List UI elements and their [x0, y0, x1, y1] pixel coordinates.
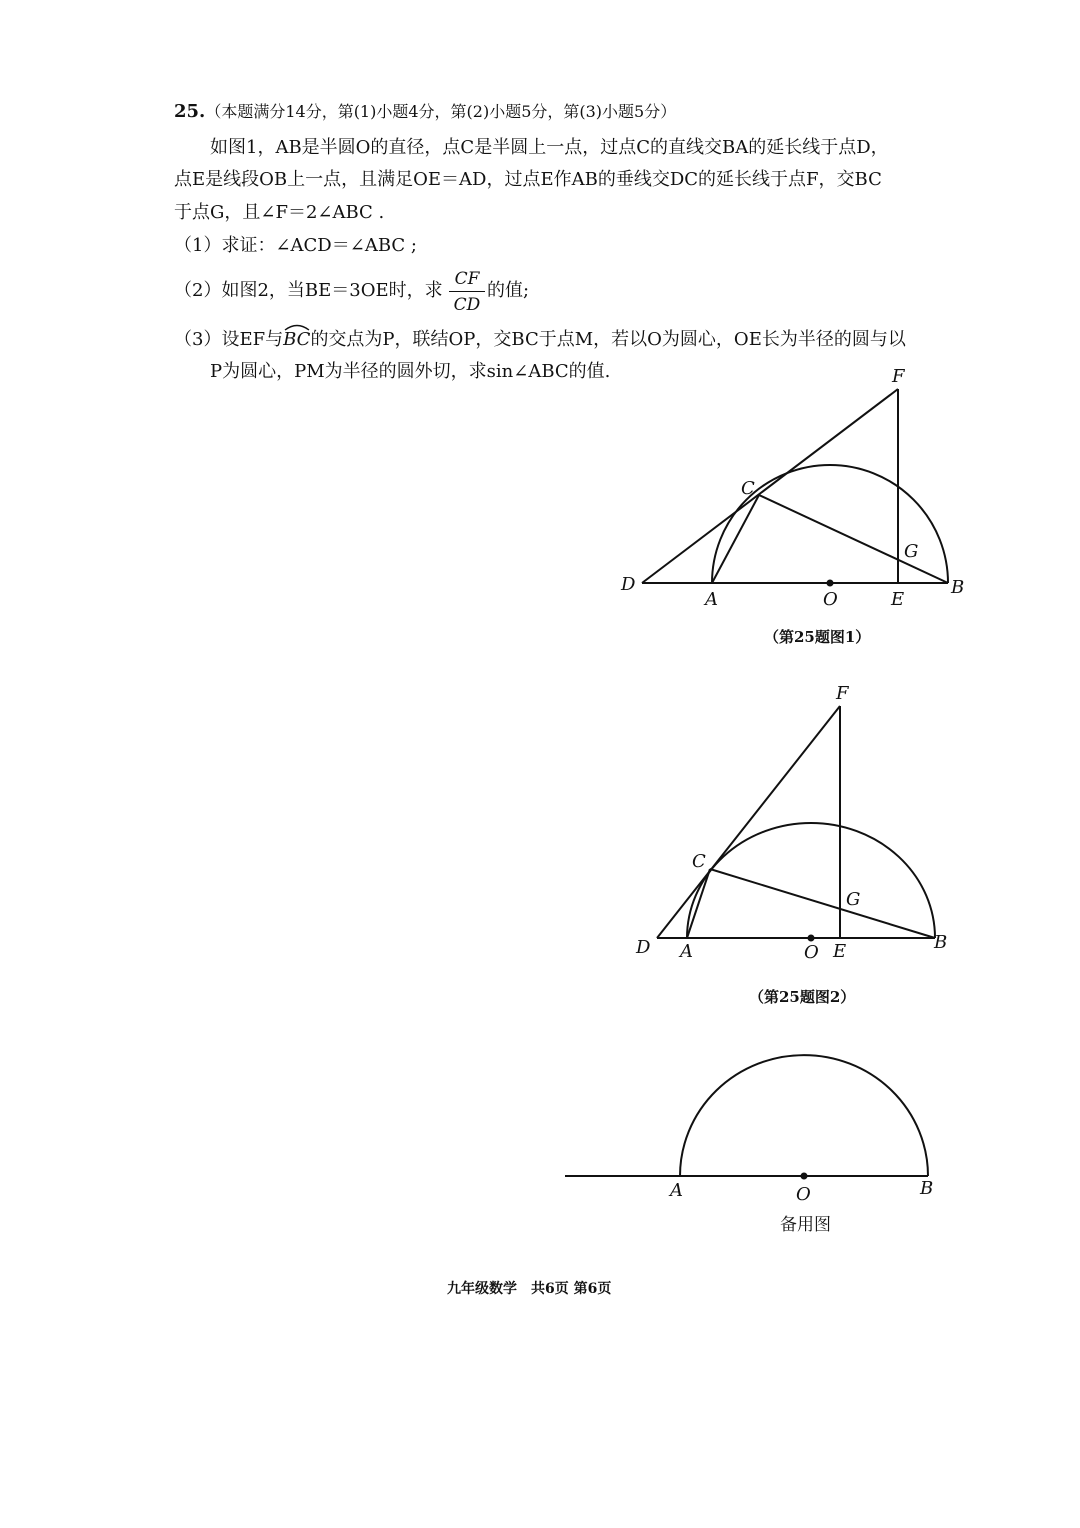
fig2-label-g: G: [846, 889, 861, 910]
fig2-label-o: O: [804, 942, 819, 963]
fig1-label-e: E: [891, 589, 905, 610]
fig2-label-d: D: [636, 937, 651, 958]
score-note: （本题满分14分，第(1)小题4分，第(2)小题5分，第(3)小题5分）: [205, 102, 677, 121]
part-1: （1）求证：∠ACD＝∠ABC ;: [174, 235, 417, 256]
stem-line-3: 于点G，且∠F＝2∠ABC .: [174, 202, 385, 223]
fig1-label-g: G: [904, 541, 919, 562]
figure-1-caption: （第25题图1）: [764, 628, 871, 646]
fig2-label-a: A: [680, 941, 693, 962]
fig1-label-f: F: [892, 366, 905, 387]
problem-number: 25.: [174, 101, 206, 122]
part-2-suffix: 的值;: [487, 280, 530, 301]
part-3-line-2: P为圆心，PM为半径的圆外切，求sin∠ABC的值.: [210, 361, 611, 382]
fig2-label-e: E: [833, 941, 847, 962]
fig1-label-c: C: [741, 478, 755, 499]
fraction-denominator: CD: [453, 295, 481, 315]
fig2-label-f: F: [836, 683, 849, 704]
fig2-label-b: B: [934, 932, 948, 953]
figure-2-caption: （第25题图2）: [749, 988, 856, 1006]
fig1-label-o: O: [823, 589, 838, 610]
page-footer: 九年级数学 共6页 第6页: [447, 1281, 612, 1297]
part-2-prefix: （2）如图2，当BE＝3OE时，求: [174, 280, 443, 301]
fig3-label-o: O: [796, 1184, 811, 1205]
stem-line-1: 如图1，AB是半圆O的直径，点C是半圆上一点，过点C的直线交BA的延长线于点D，: [210, 137, 889, 158]
fig1-label-b: B: [951, 577, 965, 598]
fraction-numerator: CF: [454, 269, 480, 289]
fig2-label-c: C: [692, 851, 706, 872]
fig3-semicircle: [680, 1055, 928, 1176]
fig3-label-a: A: [670, 1180, 683, 1201]
figure-3-caption: 备用图: [780, 1215, 831, 1235]
fig3-center-dot: [801, 1173, 808, 1180]
part-3-rest: 的交点为P，联结OP，交BC于点M，若以O为圆心，OE长为半径的圆与以: [310, 329, 906, 350]
stem-line-2: 点E是线段OB上一点，且满足OE＝AD，过点E作AB的垂线交DC的延长线于点F，交BC: [174, 169, 882, 190]
fig1-label-a: A: [705, 589, 718, 610]
fig1-label-d: D: [621, 574, 636, 595]
arc-label: BC: [283, 329, 311, 350]
part-3-prefix: （3）设EF与: [174, 329, 284, 350]
fig3-label-b: B: [920, 1178, 934, 1199]
